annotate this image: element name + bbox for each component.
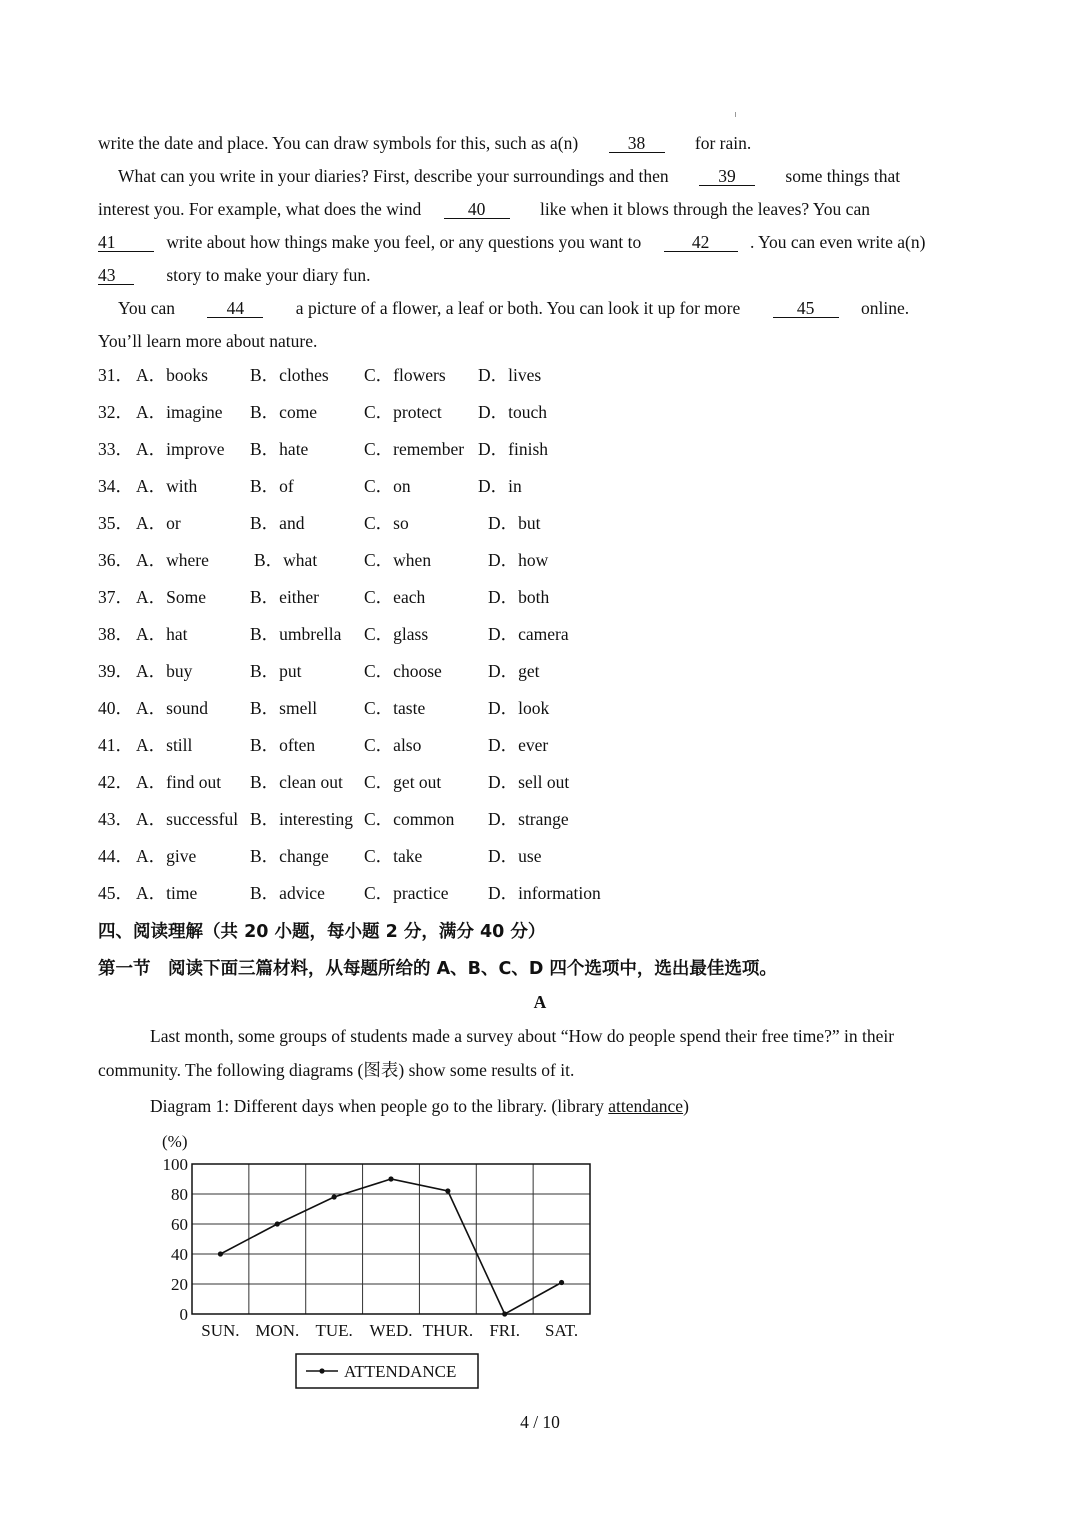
data-point: [445, 1188, 450, 1193]
option-row: 31． A．books B．clothes C．flowers D．lives: [98, 365, 542, 385]
blank-45: 45: [773, 299, 839, 318]
y-tick-label: 80: [171, 1185, 188, 1204]
y-tick-label: 20: [171, 1275, 188, 1294]
data-point: [388, 1176, 393, 1181]
x-tick-label: WED.: [369, 1321, 413, 1340]
blank-38: 38: [609, 134, 665, 153]
page-number: 4 / 10: [520, 1412, 560, 1432]
y-tick-label: 40: [171, 1245, 188, 1264]
option-row: 41． A．still B．often C．also D．ever: [98, 735, 549, 755]
x-tick-label: THUR.: [422, 1321, 474, 1340]
x-tick-label: SAT.: [544, 1321, 579, 1340]
data-point: [275, 1221, 280, 1226]
passage-line-5: 43 story to make your diary fun.: [98, 265, 371, 285]
diagram-caption: Diagram 1: Different days when people go to the library. (library attendance): [150, 1096, 689, 1116]
option-row: 32． A．imagine B．come C．protect D．touch: [98, 402, 548, 422]
option-row: 38． A．hat B．umbrella C．glass D．camera: [98, 624, 569, 644]
passage-line-2: What can you write in your diaries? First, describe your surroundings and then 39 some things that: [118, 166, 901, 186]
option-row: 36． A．where B．what C．when D．how: [98, 550, 549, 570]
x-tick-label: TUE.: [315, 1321, 353, 1340]
blank-42: 42: [664, 233, 738, 252]
paragraph-line-1: Last month, some groups of students made a survey about “How do people spend their free time?” in their: [150, 1026, 895, 1046]
x-tick-label: SUN.: [201, 1321, 240, 1340]
legend-label: ATTENDANCE: [344, 1362, 457, 1381]
paragraph-line-2: community. The following diagrams (图表) show some results of it.: [98, 1060, 575, 1080]
y-tick-label: 0: [179, 1305, 188, 1324]
blank-39: 39: [699, 167, 755, 186]
passage-line-3: interest you. For example, what does the wind 40 like when it blows through the leaves? You can: [98, 199, 870, 219]
option-row: 37． A．Some B．either C．each D．both: [98, 587, 550, 607]
section-subheading: 第一节 阅读下面三篇材料，从每题所给的 A、B、C、D 四个选项中，选出最佳选项。: [98, 959, 777, 979]
blank-40: 40: [444, 200, 510, 219]
data-point: [218, 1251, 223, 1256]
passage-line-6: You can 44 a picture of a flower, a leaf or both. You can look it up for more 45 online.: [118, 298, 910, 318]
data-point: [559, 1280, 564, 1285]
blank-41: 41: [98, 233, 154, 252]
passage-line-7: You’ll learn more about nature.: [98, 331, 318, 351]
option-row: 33． A．improve B．hate C．remember D．finish: [98, 439, 548, 459]
option-row: 45． A．time B．advice C．practice D．information: [98, 883, 601, 903]
option-row: 34． A．with B．of C．on D．in: [98, 476, 522, 496]
y-tick-label: 60: [171, 1215, 188, 1234]
plot-frame: [192, 1164, 590, 1314]
passage-line-4: 41 write about how things make you feel, or any questions you want to 42 . You can even write a(n): [98, 232, 926, 252]
attendance-line-chart: [150, 1125, 610, 1395]
option-row: 42． A．find out B．clean out C．get out D．sell out: [98, 772, 570, 792]
y-tick-label: 100: [162, 1155, 188, 1174]
data-point: [502, 1311, 507, 1316]
option-row: 44． A．give B．change C．take D．use: [98, 846, 542, 866]
legend-marker: [319, 1368, 324, 1373]
option-row: 40． A．sound B．smell C．taste D．look: [98, 698, 550, 718]
x-tick-label: FRI.: [489, 1321, 521, 1340]
blank-44: 44: [207, 299, 263, 318]
passage-line-1: write the date and place. You can draw symbols for this, such as a(n) 38 for rain.: [98, 133, 752, 153]
section-heading: 四、阅读理解（共 20 小题，每小题 2 分，满分 40 分）: [98, 922, 546, 942]
data-point: [332, 1194, 337, 1199]
stray-mark: [735, 112, 736, 117]
series-line-attendance: [220, 1179, 561, 1314]
passage-title: A: [533, 992, 547, 1012]
option-row: 35． A．or B．and C．so D．but: [98, 513, 541, 533]
blank-43: 43: [98, 266, 134, 285]
option-row: 39． A．buy B．put C．choose D．get: [98, 661, 540, 681]
option-row: 43． A．successful B．interesting C．common D．strange: [98, 809, 569, 829]
y-unit-label: (%): [162, 1132, 188, 1151]
x-tick-label: MON.: [255, 1321, 300, 1340]
